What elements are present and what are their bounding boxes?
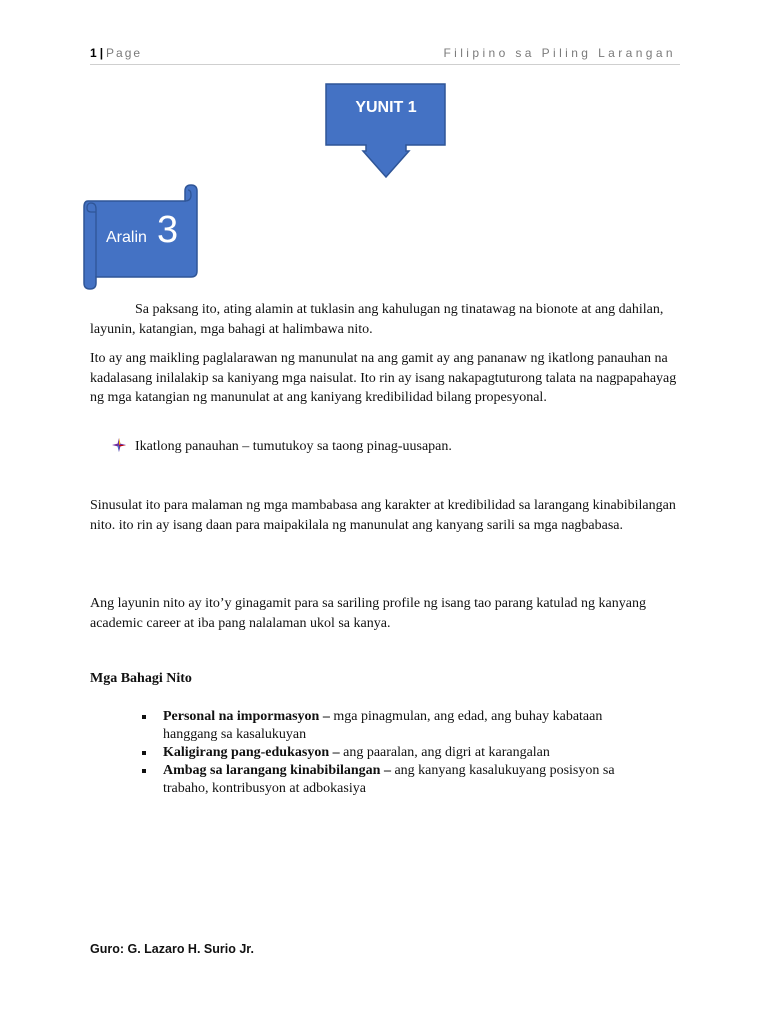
- intro-paragraph: Sa paksang ito, ating alamin at tuklasin ang kahulugan ng tinatawag na bionote at ang dahilan, layunin, katangian, mga bahagi at halimbawa nito.: [90, 302, 664, 337]
- list-item: [140, 762, 660, 798]
- page-label: Page: [106, 46, 143, 60]
- page-header: [90, 44, 680, 65]
- note-line: [112, 437, 452, 457]
- list-item-term: Personal na impormasyon –: [163, 709, 330, 724]
- list-item-desc: ang paaralan, ang digri at karangalan: [339, 745, 550, 760]
- objective-paragraph: Ang layunin nito ay ito’y ginagamit para sa sariling profile ng isang tao parang katulad ng kanyang academic career at iba pang nalalaman ukol sa kanya.: [90, 596, 646, 631]
- page-indicator: [90, 46, 142, 60]
- page-separator: |: [99, 46, 104, 60]
- down-arrow-callout-shape: [325, 83, 447, 179]
- page-number: 1: [90, 46, 97, 60]
- lesson-number: 3: [157, 209, 179, 251]
- parts-heading: Mga Bahagi Nito: [90, 671, 192, 686]
- note-text: Ikatlong panauhan – tumutukoy sa taong pinag-uusapan.: [135, 439, 452, 454]
- unit-label: YUNIT 1: [355, 99, 417, 116]
- list-item: [140, 744, 660, 762]
- purpose-paragraph: Sinusulat ito para malaman ng mga mambabasa ang karakter at kredibilidad sa larangang kinabibilangan nito. ito rin ay isang daan para maipakilala ng manunulat ang kanyang sarili sa mga nagbabasa.: [90, 498, 676, 533]
- teacher-footer: Guro: G. Lazaro H. Surio Jr.: [90, 942, 254, 956]
- parts-list: [140, 708, 660, 798]
- square-bullet-icon: [142, 769, 146, 773]
- unit-callout: [325, 83, 447, 179]
- list-item-desc: ang kanyang kasalukuyang posisyon sa trabaho, kontribusyon at adbokasiya: [163, 763, 615, 796]
- lesson-word: Aralin: [106, 229, 147, 246]
- list-item-term: Kaligirang pang-edukasyon –: [163, 745, 340, 760]
- list-item-desc: mga pinagmulan, ang edad, ang buhay kabataan hanggang sa kasalukuyan: [163, 709, 603, 742]
- list-item-term: Ambag sa larangang kinabibilangan –: [163, 763, 391, 778]
- definition-paragraph: Ito ay ang maikling paglalarawan ng manunulat na ang gamit ay ang pananaw ng ikatlong panauhan na kadalasang inilalakip sa kaniyang mga naisulat. Ito rin ay isang nakapagtuturong talata na nagpapahayag ng mga katangian ng manunulat at ang kaniyang kredibilidad bilang propesyonal.: [90, 351, 677, 405]
- subject-title: Filipino sa Piling Larangan: [443, 46, 676, 60]
- list-item: [140, 708, 660, 744]
- star-bullet-icon: [112, 438, 126, 452]
- lesson-banner: [80, 183, 200, 291]
- square-bullet-icon: [142, 751, 146, 755]
- square-bullet-icon: [142, 715, 146, 719]
